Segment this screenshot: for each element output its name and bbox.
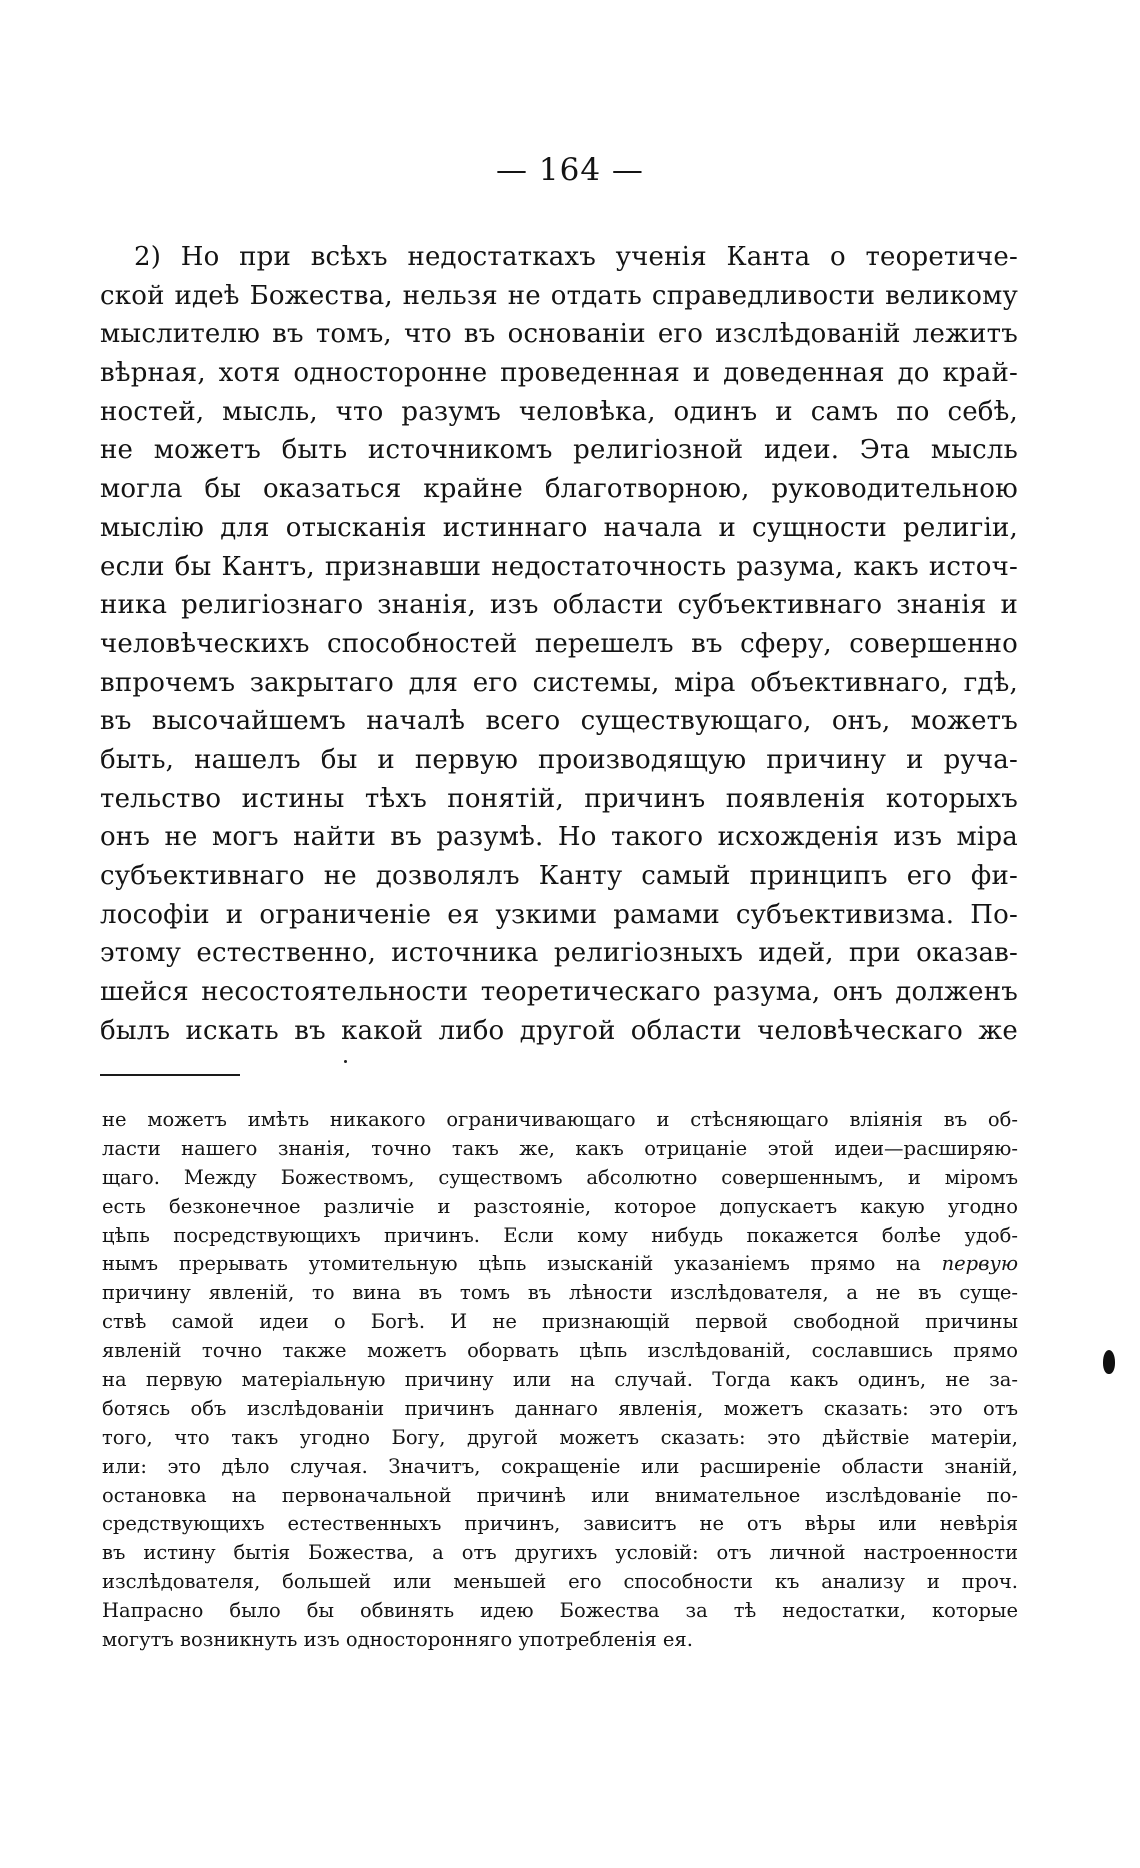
text-line: этому естественно, источника религіозныхъ идей, при оказав- [100,938,1018,969]
text-line: 2) Но при всѣхъ недостаткахъ ученія Канта о теоретиче- [134,242,1018,272]
ink-blot [1103,1350,1115,1374]
text-line: тельство истины тѣхъ понятій, причинъ появленія которыхъ [100,783,1018,814]
footnote-line: средствующихъ естественныхъ причинъ, зависитъ не отъ вѣры или невѣрія [102,1512,1018,1536]
footnote-line: ботясь объ изслѣдованіи причинъ даннаго явленія, можетъ сказать: это отъ [102,1396,1018,1420]
ink-speck [344,1060,347,1063]
text-line: ника религіознаго знанія, изъ области субъективнаго знанія и [100,590,1018,621]
footnote-block [102,1106,1018,1655]
main-text-block [100,238,1018,1050]
footnote-line: въ истину бытія Божества, а отъ другихъ условій: отъ личной настроенности [102,1541,1018,1565]
footnote-line-text: нымъ прерывать утомительную цѣпь изысканій указаніемъ прямо на [102,1252,921,1276]
footnote-separator [100,1074,240,1076]
text-line: мыслію для отысканія истиннаго начала и сущности религіи, [100,512,1018,543]
text-line: человѣческихъ способностей перешелъ въ сферу, совершенно [100,628,1018,659]
footnote-line: Напрасно было бы обвинять идею Божества за тѣ недостатки, которые [102,1599,1018,1623]
text-line: ской идеѣ Божества, нельзя не отдать справедливости великому [100,280,1018,311]
footnote-line: изслѣдователя, большей или меньшей его способности къ анализу и проч. [102,1570,1018,1594]
text-line: впрочемъ закрытаго для его системы, міра объективнаго, гдѣ, [100,667,1018,698]
footnote-line: на первую матеріальную причину или на случай. Тогда какъ одинъ, не за- [102,1368,1018,1392]
text-line: если бы Кантъ, признавши недостаточность разума, какъ источ- [100,551,1018,582]
text-line: былъ искать въ какой либо другой области человѣческаго же [100,1015,1018,1046]
text-line: шейся несостоятельности теоретическаго разума, онъ долженъ [100,977,1018,1008]
text-line: быть, нашелъ бы и первую производящую причину и руча- [100,744,1018,775]
footnote-line: того, что такъ угодно Богу, другой можетъ сказать: это дѣйствіе матеріи, [102,1425,1018,1449]
footnote-line: ствѣ самой идеи о Богѣ. И не признающій первой свободной причины [102,1310,1018,1334]
footnote-line: цѣпь посредствующихъ причинъ. Если кому нибудь покажется болѣе удоб- [102,1223,1018,1247]
text-line: мыслителю въ томъ, что въ основаніи его изслѣдованій лежитъ [100,319,1018,350]
footnote-line: ласти нашего знанія, точно такъ же, какъ отрицаніе этой идеи—расширяю- [102,1136,1018,1160]
text-line: лософіи и ограниченіе ея узкими рамами субъективизма. По- [100,899,1018,930]
text-line: не можетъ быть источникомъ религіозной идеи. Эта мысль [100,435,1018,466]
footnote-line: щаго. Между Божествомъ, существомъ абсолютно совершеннымъ, и міромъ [102,1165,1018,1189]
text-line: въ высочайшемъ началѣ всего существующаго, онъ, можетъ [100,706,1018,737]
footnote-line: не можетъ имѣть никакого ограничивающаго и стѣсняющаго вліянія въ об- [102,1108,1018,1131]
footnote-line: могутъ возникнуть изъ односторонняго употребленія ея. [102,1628,693,1652]
page-number: — 164 — [496,152,644,188]
footnote-line: причину явленій, то вина въ томъ въ лѣности изслѣдователя, а не въ суще- [102,1281,1018,1305]
footnote-line-with-italic [102,1250,1018,1279]
text-line: могла бы оказаться крайне благотворною, руководительною [100,474,1018,505]
text-line: онъ не могъ найти въ разумѣ. Но такого исхожденія изъ міра [100,822,1018,853]
footnote-line: явленій точно также можетъ оборвать цѣпь изслѣдованій, сославшись прямо [102,1339,1018,1363]
text-line: субъективнаго не дозволялъ Канту самый принципъ его фи- [100,861,1018,891]
text-line: ностей, мысль, что разумъ человѣка, одинъ и самъ по себѣ, [100,396,1018,427]
footnote-line: остановка на первоначальной причинѣ или внимательное изслѣдованіе по- [102,1483,1018,1507]
footnote-line: или: это дѣло случая. Значитъ, сокращеніе или расширеніе области знаній, [102,1454,1018,1478]
footnote-line: есть безконечное различіе и разстояніе, которое допускаетъ какую угодно [102,1194,1018,1218]
italic-word: первую [941,1252,1018,1276]
text-line: вѣрная, хотя односторонне проведенная и доведенная до край- [100,358,1018,389]
